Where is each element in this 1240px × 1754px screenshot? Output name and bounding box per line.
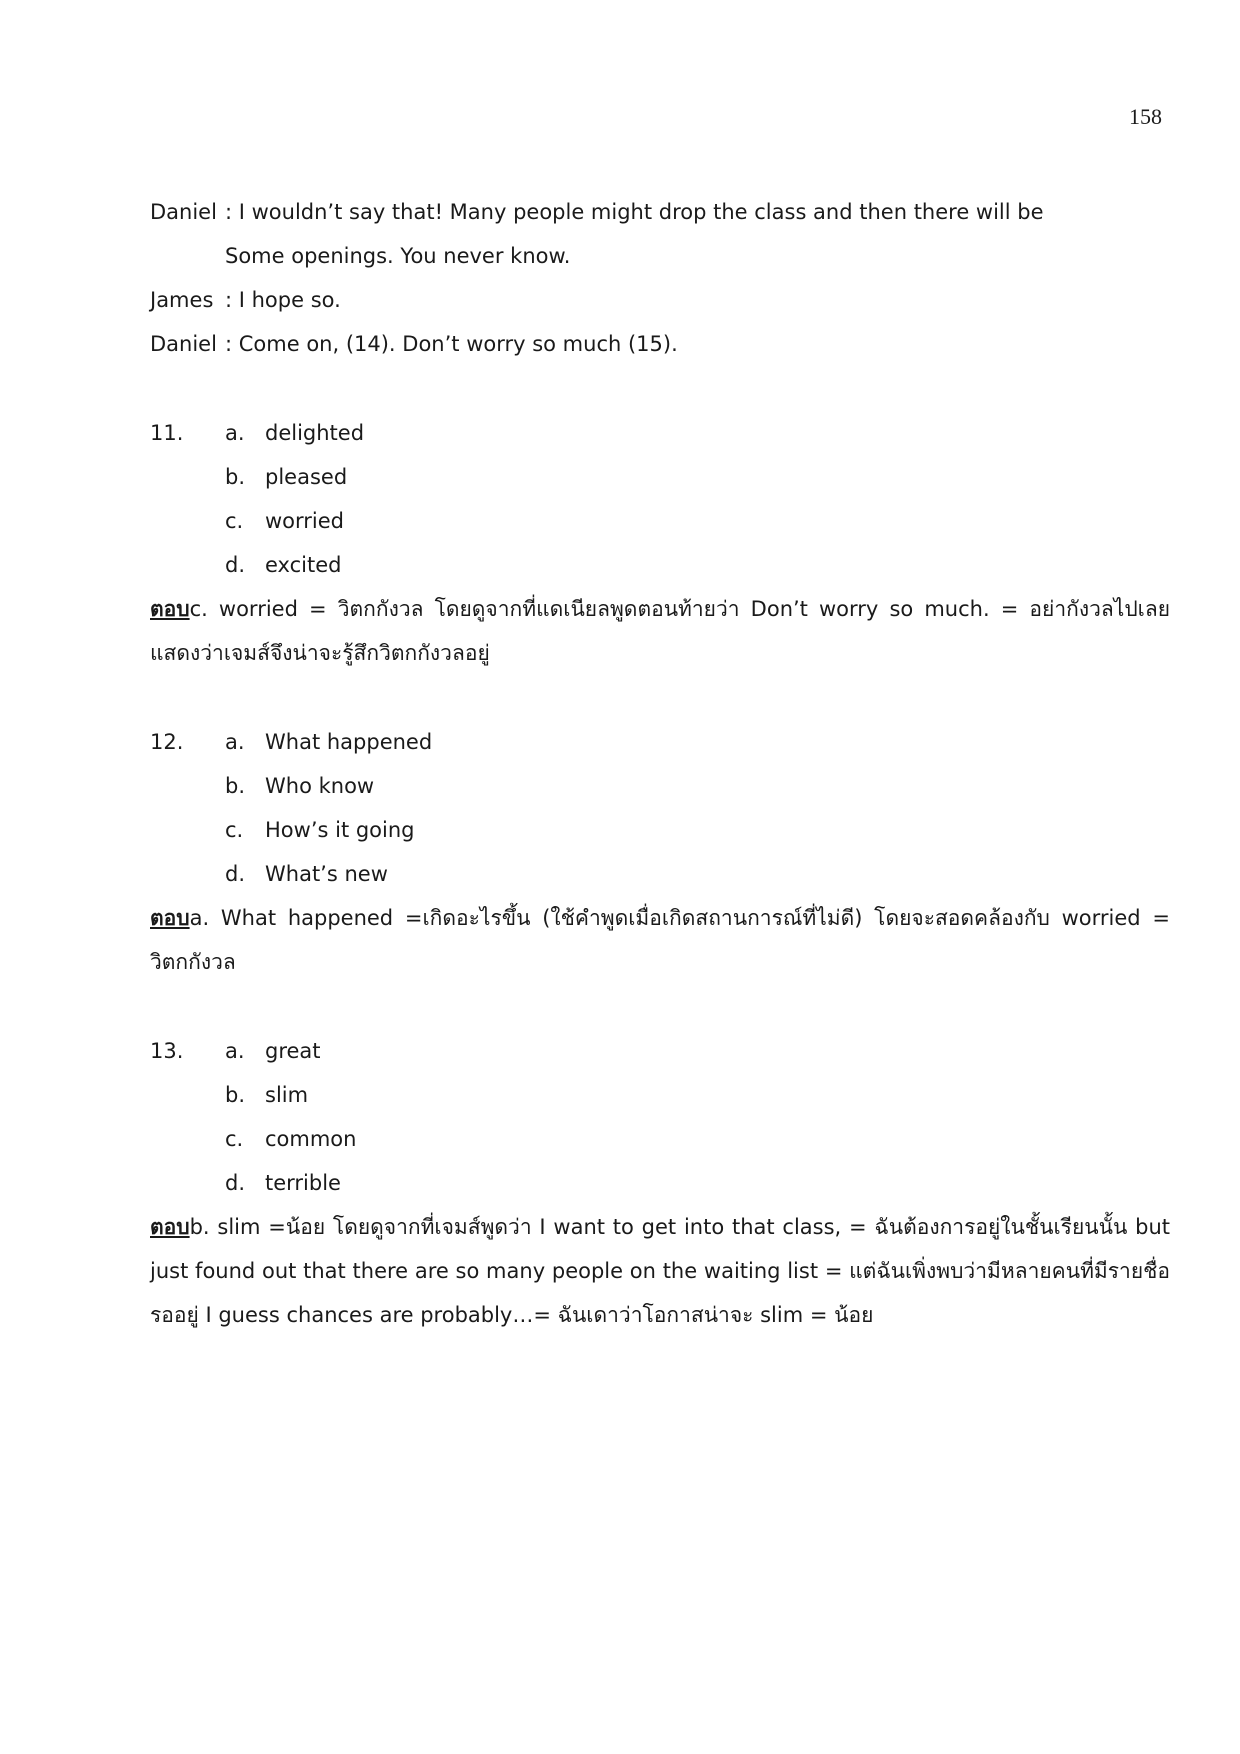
option-text: What happened [265,730,433,754]
option-letter: b. [225,774,246,798]
dialogue-text: : I hope so. [225,288,341,312]
option-text: slim [265,1083,309,1107]
question-11 [150,411,1170,675]
option-row [150,808,1170,852]
option-row [150,455,1170,499]
option-row [150,720,1170,764]
dialogue [150,190,1090,366]
answer-explanation [150,1205,1170,1337]
answer-label: ตอบ [150,906,190,930]
option-letter: a. [225,421,245,445]
dialogue-text: Some openings. You never know. [225,244,571,268]
dialogue-line [150,190,1090,234]
option-row [150,1073,1170,1117]
page-number: 158 [1129,104,1162,129]
question-number: 11. [150,421,184,445]
option-row [150,764,1170,808]
option-text: Who know [265,774,375,798]
option-letter: a. [225,1039,245,1063]
option-letter: c. [225,509,244,533]
dialogue-text: : I wouldn’t say that! Many people might drop the class and then there will be [225,200,1044,224]
option-text: What’s new [265,862,388,886]
option-text: common [265,1127,357,1151]
option-row [150,852,1170,896]
option-text: excited [265,553,342,577]
speaker-name: James [150,288,214,312]
option-row [150,411,1170,455]
answer-label: ตอบ [150,597,190,621]
option-letter: a. [225,730,245,754]
option-row [150,1161,1170,1205]
question-12 [150,720,1170,984]
option-text: pleased [265,465,348,489]
dialogue-text: : Come on, (14). Don’t worry so much (15). [225,332,678,356]
option-text: worried [265,509,345,533]
answer-text: a. What happened =เกิดอะไรขึ้น (ใช้คำพูดเมื่อเกิดสถานการณ์ที่ไม่ดี) โดยจะสอดคล้องกับ worried = วิตกกังวล [150,906,1170,974]
option-row [150,499,1170,543]
question-number: 13. [150,1039,184,1063]
option-row [150,1117,1170,1161]
option-letter: b. [225,465,246,489]
dialogue-line [150,322,1090,366]
option-letter: b. [225,1083,246,1107]
answer-explanation [150,896,1170,984]
dialogue-line [150,234,1090,278]
speaker-name: Daniel [150,200,217,224]
option-letter: d. [225,553,246,577]
answer-text: b. slim =น้อย โดยดูจากที่เจมส์พูดว่า I want to get into that class, = ฉันต้องการอยู่ในชั้นเรียนนั้น but just found out that there are so many people on the waiting list = แต่ฉันเพิ่งพบว่ามีหลายคนที่มีรายชื่อรออยู่ I guess chances are probably…= ฉันเดาว่าโอกาสน่าจะ slim = น้อย [150,1215,1170,1327]
answer-explanation [150,587,1170,675]
answer-label: ตอบ [150,1215,190,1239]
option-letter: d. [225,1171,246,1195]
option-letter: c. [225,1127,244,1151]
answer-text: c. worried = วิตกกังวล โดยดูจากที่แดเนียลพูดตอนท้ายว่า Don’t worry so much. = อย่ากังวลไปเลย แสดงว่าเจมส์จึงน่าจะรู้สึกวิตกกังวลอยู่ [150,597,1170,665]
question-13 [150,1029,1170,1337]
option-text: delighted [265,421,365,445]
option-letter: d. [225,862,246,886]
option-row [150,543,1170,587]
option-text: terrible [265,1171,341,1195]
option-row [150,1029,1170,1073]
dialogue-line [150,278,1090,322]
speaker-name: Daniel [150,332,217,356]
option-text: great [265,1039,321,1063]
question-number: 12. [150,730,184,754]
option-letter: c. [225,818,244,842]
option-text: How’s it going [265,818,415,842]
